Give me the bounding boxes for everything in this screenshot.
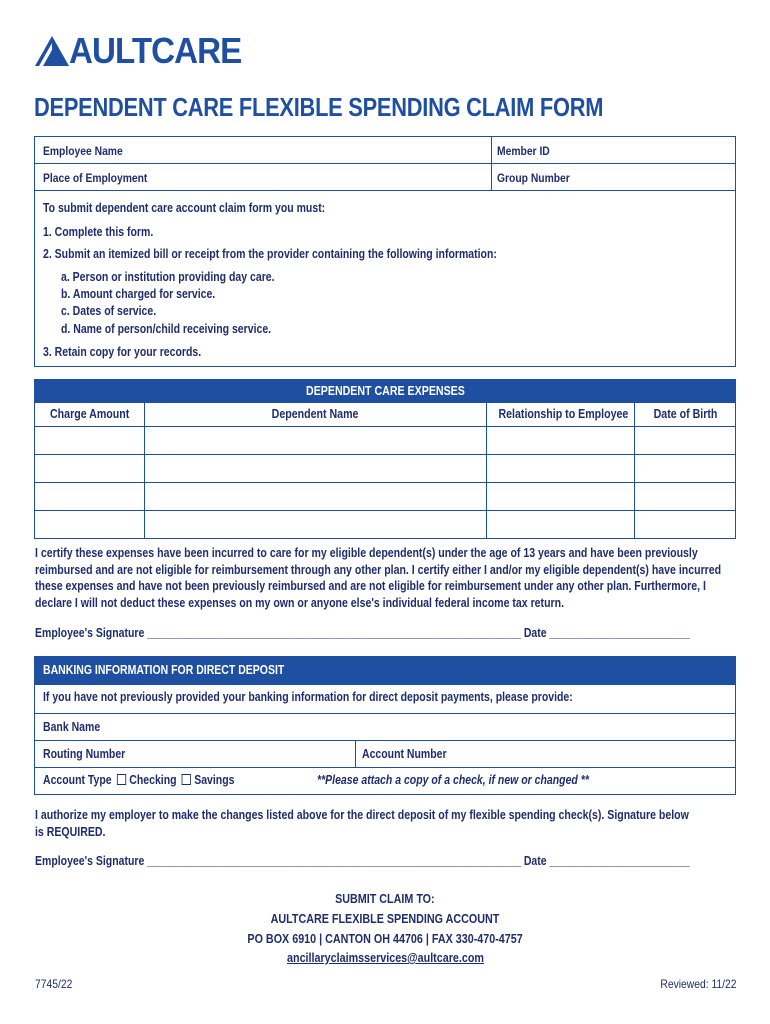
relationship-cell[interactable] bbox=[486, 482, 634, 510]
col-relationship: Relationship to Employee bbox=[498, 407, 629, 421]
banking-intro: If you have not previously provided your banking information for direct deposit payments, please provide: bbox=[43, 690, 573, 704]
banking-header bbox=[35, 657, 735, 684]
reviewed-date: Reviewed: 11/22 bbox=[659, 977, 736, 991]
savings-label: Savings bbox=[194, 773, 235, 787]
col-date-of-birth: Date of Birth bbox=[653, 407, 718, 421]
submit-email-link[interactable]: ancillaryclaimsservices@aultcare.com bbox=[286, 951, 484, 965]
dependent-name-cell[interactable] bbox=[144, 454, 486, 482]
instruction-step-2: 2. Submit an itemized bill or receipt from the provider containing the following information: bbox=[43, 247, 497, 261]
charge-amount-cell[interactable] bbox=[34, 426, 144, 454]
instruction-sub-d: d. Name of person/child receiving service. bbox=[61, 322, 272, 336]
member-id-field[interactable]: Member ID bbox=[497, 144, 550, 158]
table-row[interactable] bbox=[34, 426, 736, 454]
savings-checkbox[interactable] bbox=[182, 774, 191, 785]
instruction-sub-b: b. Amount charged for service. bbox=[61, 287, 216, 301]
instruction-step-1: 1. Complete this form. bbox=[43, 225, 154, 239]
relationship-cell[interactable] bbox=[486, 454, 634, 482]
banking-title: BANKING INFORMATION FOR DIRECT DEPOSIT bbox=[43, 663, 285, 677]
expenses-table bbox=[34, 379, 736, 539]
banking-box bbox=[34, 656, 736, 795]
employee-signature-line-2[interactable]: Employee's Signature ________________________________________________________________ Date ________________________ bbox=[35, 854, 690, 868]
instruction-sub-c: c. Dates of service. bbox=[61, 304, 157, 318]
routing-number-field[interactable]: Routing Number bbox=[43, 747, 126, 761]
attach-check-note: **Please attach a copy of a check, if new or changed ** bbox=[317, 773, 589, 787]
certification-line: these expenses and have not been previously reimbursed and are not eligible for reimbursement under any other plan. Furthermore, I bbox=[35, 579, 706, 593]
expenses-title: DEPENDENT CARE EXPENSES bbox=[305, 384, 465, 398]
submit-account: AULTCARE FLEXIBLE SPENDING ACCOUNT bbox=[270, 912, 500, 926]
certification-line: I certify these expenses have been incurred to care for my eligible dependent(s) under the age of 13 years and have been previously bbox=[35, 546, 698, 560]
date-of-birth-cell[interactable] bbox=[634, 454, 736, 482]
date-of-birth-cell[interactable] bbox=[634, 510, 736, 539]
table-row[interactable] bbox=[34, 510, 736, 539]
instructions-box bbox=[34, 190, 736, 367]
charge-amount-cell[interactable] bbox=[34, 454, 144, 482]
charge-amount-cell[interactable] bbox=[34, 482, 144, 510]
account-number-field[interactable]: Account Number bbox=[362, 747, 447, 761]
bank-name-field[interactable]: Bank Name bbox=[43, 720, 101, 734]
relationship-cell[interactable] bbox=[486, 510, 634, 539]
employee-info-box bbox=[34, 136, 736, 191]
certification-line: declare I will not deduct these expenses on my own or anyone else's individual federal income tax return. bbox=[35, 595, 565, 610]
certification-line: reimbursed and are not eligible for reimbursement through any other plan. I certify either I and/or my eligible dependent(s) have incurred bbox=[35, 562, 722, 577]
col-charge-amount: Charge Amount bbox=[49, 407, 130, 421]
checking-checkbox[interactable] bbox=[117, 774, 126, 785]
group-number-field[interactable]: Group Number bbox=[497, 171, 570, 185]
submit-heading: SUBMIT CLAIM TO: bbox=[335, 892, 435, 906]
instruction-sub-a: a. Person or institution providing day care. bbox=[61, 270, 275, 284]
aultcare-logo bbox=[35, 30, 256, 71]
checking-label: Checking bbox=[129, 773, 177, 787]
employee-signature-line-1[interactable]: Employee's Signature ________________________________________________________________ Date ________________________ bbox=[35, 626, 690, 640]
form-number: 7745/22 bbox=[35, 977, 73, 991]
instruction-step-3: 3. Retain copy for your records. bbox=[43, 345, 202, 359]
relationship-cell[interactable] bbox=[486, 426, 634, 454]
table-row[interactable] bbox=[34, 482, 736, 510]
expenses-table-header bbox=[34, 379, 736, 403]
aultcare-logo-mark-icon bbox=[35, 36, 69, 66]
charge-amount-cell[interactable] bbox=[34, 510, 144, 539]
place-of-employment-field[interactable]: Place of Employment bbox=[43, 171, 148, 185]
account-type-row bbox=[43, 773, 234, 787]
certification-text bbox=[35, 545, 770, 611]
employee-name-field[interactable]: Employee Name bbox=[43, 144, 123, 158]
table-row[interactable] bbox=[34, 454, 736, 482]
authorization-line: I authorize my employer to make the changes listed above for the direct deposit of my flexible spending check(s). Signature below bbox=[35, 808, 689, 822]
col-dependent-name: Dependent Name bbox=[272, 407, 359, 421]
brand-name: AULTCARE bbox=[69, 30, 242, 71]
authorization-line: is REQUIRED. bbox=[35, 824, 106, 839]
dependent-name-cell[interactable] bbox=[144, 510, 486, 539]
authorization-text bbox=[35, 807, 770, 840]
date-of-birth-cell[interactable] bbox=[634, 426, 736, 454]
account-type-label: Account Type bbox=[43, 773, 112, 787]
submit-address: PO BOX 6910 | CANTON OH 44706 | FAX 330-470-4757 bbox=[247, 932, 523, 946]
form-title: DEPENDENT CARE FLEXIBLE SPENDING CLAIM FORM bbox=[34, 92, 604, 122]
dependent-name-cell[interactable] bbox=[144, 426, 486, 454]
instructions-intro: To submit dependent care account claim form you must: bbox=[43, 201, 326, 215]
date-of-birth-cell[interactable] bbox=[634, 482, 736, 510]
dependent-name-cell[interactable] bbox=[144, 482, 486, 510]
